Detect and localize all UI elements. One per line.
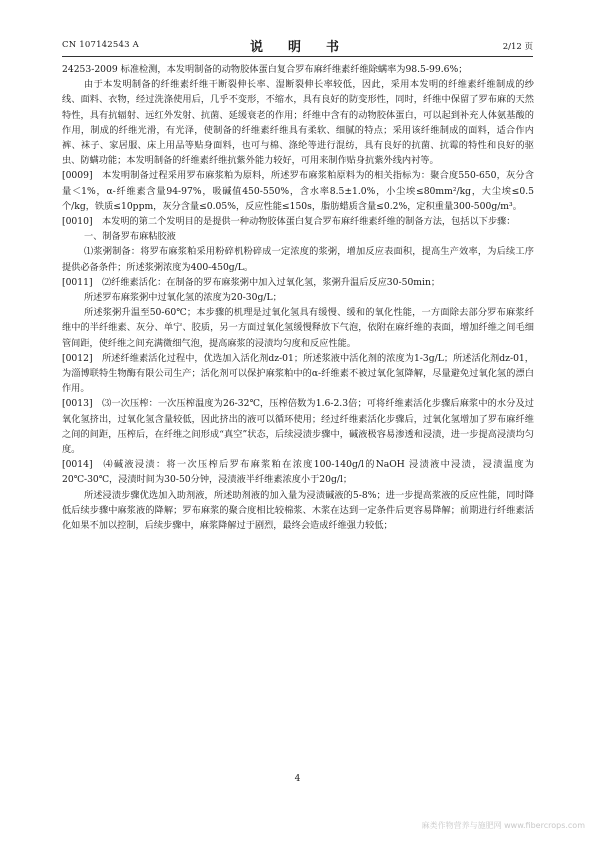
paragraph-text: ⑴浆粥制备：将罗布麻浆粕采用粉碎机粉碎成一定浓度的浆粥，增加反应表面积，提高生产效率，为后续工序提供必备条件；所述浆粥浓度为400-450g/L。: [62, 246, 534, 273]
paragraph: [62, 457, 534, 487]
paragraph-number: [0014]: [62, 459, 93, 471]
paragraph-number: [0011]: [62, 276, 93, 288]
document-type-title: 说 明 书: [249, 40, 345, 55]
paragraph-text: 所述罗布麻浆粥中过氧化氢的浓度为20-30g/L；: [84, 292, 282, 304]
paragraph-text: 所述浆粥升温至50-60℃；本步骤的机理是过氧化氢具有缓慢、缓和的氧化性能，一方面除去部分罗布麻浆纤维中的半纤维素、灰分、单宁、胶质，另一方面过氧化氢缓慢释放下气泡，依附在麻纤维的表面，增加纤维之间毛细管间距，使纤维之间充满微细气泡，提高麻浆的浸渍均匀度和反应性能。: [62, 307, 534, 349]
page-header: [62, 36, 533, 54]
paragraph: [62, 214, 534, 229]
site-watermark: 麻类作物营养与施肥网 www.fibercrops.com: [421, 821, 585, 830]
paragraph-text: 本发明制备过程采用罗布麻浆粕为原料，所述罗布麻浆粕原料为的相关指标为：聚合度550-650，灰分含量＜1%，α-纤维素含量94-97%，吸碱值450-550%，含水率8.5±1.0%，小尘埃≤80mm²/kg，大尘埃≤0.5个/kg，铁质≤10ppm，灰分含量≤0.05%，反应性能≤150s，脂肪蜡质含量≤0.2%，定积重量300-500g/m³。: [62, 170, 534, 212]
paragraph: [62, 77, 534, 168]
paragraph-text: 一、制备罗布麻粘胶液: [84, 231, 176, 243]
paragraph: [62, 396, 534, 457]
paragraph: [62, 305, 534, 351]
document-body: [62, 62, 534, 533]
paragraph: [62, 488, 534, 534]
paragraph: [62, 244, 534, 274]
paragraph-text: 24253-2009 标准检测，本发明制备的动物胶体蛋白复合罗布麻纤维素纤维除螨率为98.5-99.6%；: [62, 64, 468, 75]
paragraph-text: 所述纤维素活化过程中，优选加入活化剂dz-01；所述浆液中活化剂的浓度为1-3g/L；所述活化剂dz-01，为淄博联特生物酶有限公司生产；活化剂可以保护麻浆粕中的α-纤维素不被过氧化氢降解，尽量避免过氧化氢的漂白作用。: [62, 352, 534, 395]
paragraph-number: [0009]: [62, 170, 93, 182]
page-number: 4: [294, 774, 301, 784]
paragraph: [62, 351, 534, 397]
paragraph-text: 本发明的第二个发明目的是提供一种动物胶体蛋白复合罗布麻纤维素纤维的制备方法，包括以下步骤：: [102, 216, 516, 228]
paragraph-number: [0012]: [62, 352, 93, 364]
header-divider: [62, 56, 533, 57]
paragraph-text: ⑶一次压榨：一次压榨温度为26-32℃，压榨倍数为1.6-2.3倍；可将纤维素活化步骤后麻浆中的水分及过氧化氢挤出，过氧化氢含量较低，因此挤出的液可以循环使用；经过纤维素活化步骤后，过氧化氢增加了罗布麻纤维之间的间距，压榨后，在纤维之间形成“真空”状态，后续浸渍步骤中，碱液极容易渗透和浸渍，进一步提高浸渍均匀度。: [62, 398, 534, 456]
paragraph-text: ⑷碱液浸渍：将一次压榨后罗布麻浆粕在浓度100-140g/l的NaOH 浸渍液中浸渍，浸渍温度为20℃-30℃，浸渍时间为30-50分钟，浸渍液半纤维素浓度小于20g/l；: [62, 459, 534, 486]
paragraph: [62, 168, 534, 214]
paragraph: [62, 275, 534, 290]
paragraph: [62, 290, 534, 305]
section-heading: [62, 229, 534, 244]
paragraph-number: [0013]: [62, 398, 93, 410]
publication-number: CN 107142543 A: [62, 40, 139, 50]
paragraph-text: 所述浸渍步骤优选加入助剂液，所述助剂液的加入量为浸渍碱液的5-8%；进一步提高浆液的反应性能，同时降低后续步骤中麻浆液的降解；罗布麻浆的聚合度相比较棉浆、木浆在达到一定条件后更容易降解；前期进行纤维素活化如果不加以控制，后续步骤中，麻浆降解过于剧烈，最终会造成纤维强力较低；: [62, 489, 534, 532]
paragraph-number: [0010]: [62, 216, 93, 228]
paragraph: [62, 62, 534, 77]
paragraph-text: 由于本发明制备的纤维素纤维干断裂伸长率、湿断裂伸长率较低，因此，采用本发明的纤维素纤维制成的纱线、面料、衣物，经过洗涤使用后，几乎不变形，不缩水，具有良好的防变形性，同时，纤维中保留了罗布麻的天然特性，具有抗辐射、远红外发射、抗菌、延缓衰老的作用；纤维中含有的动物胶体蛋白，可以起到补充人体氨基酸的作用，制成的纤维光滑，有光泽，使制备的纤维素纤维具有柔软、细腻的特点；采用该纤维制成的面料，适合作内裤、袜子、家居服、床上用品等贴身面料，也可与棉、涤纶等进行混纺，具有良好的抗菌、抗霉的特性和良好的驱虫、防螨功能；本发明制备的纤维素纤维抗紫外能力较好，可用来制作贴身抗紫外线内衬等。: [62, 79, 534, 167]
page-indicator: 2/12 页: [502, 42, 533, 52]
paragraph-text: ⑵纤维素活化：在制备的罗布麻浆粥中加入过氧化氢，浆粥升温后反应30-50min；: [102, 276, 441, 288]
